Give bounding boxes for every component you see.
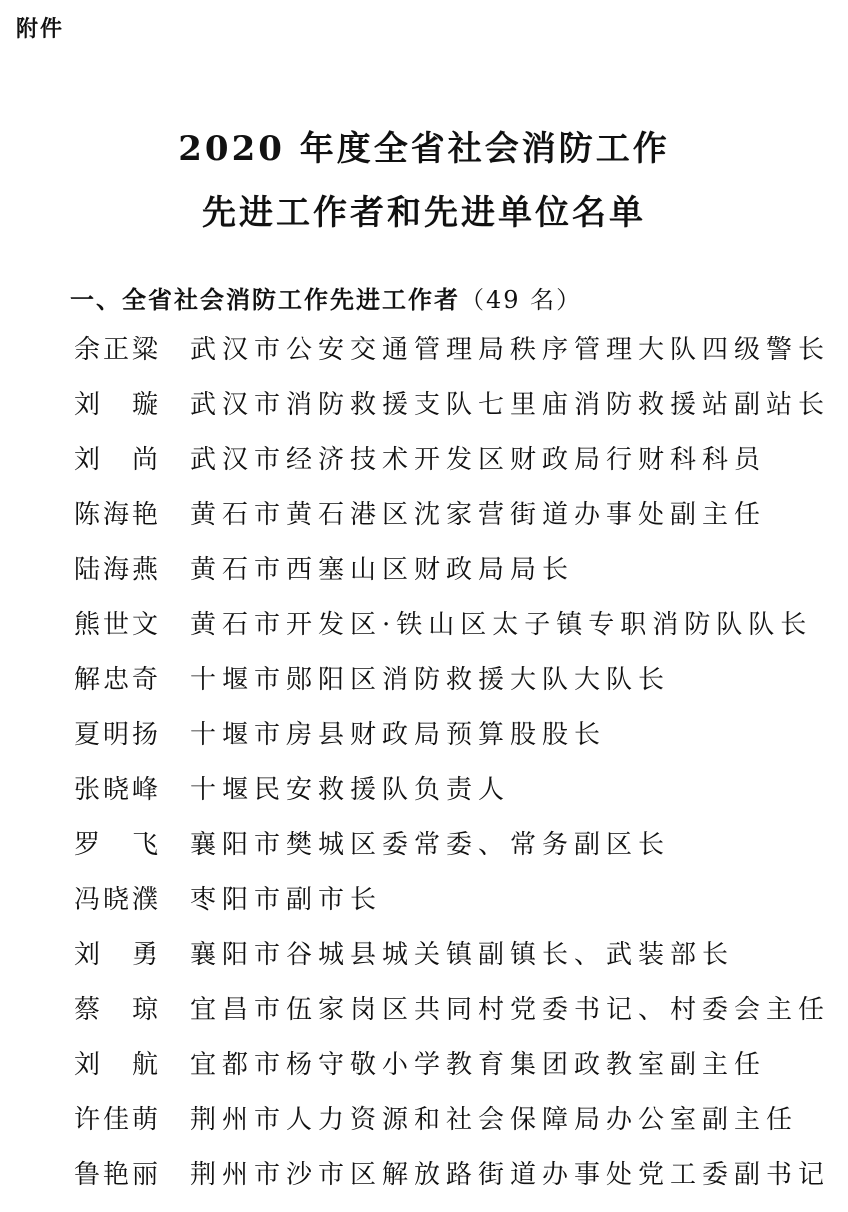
worker-name: 陈海艳 [74,500,162,530]
list-item [74,385,831,440]
worker-name: 夏明扬 [74,720,162,750]
document-title-line-2: 先进工作者和先进单位名单 [202,193,646,233]
worker-name: 鲁艳丽 [74,1160,162,1190]
list-item [74,495,814,550]
list-item [74,825,814,880]
worker-position: 枣阳市副市长 [190,885,383,915]
worker-name: 罗 飞 [74,830,162,860]
worker-name: 熊世文 [74,610,162,640]
list-item [74,440,814,495]
worker-position: 宜都市杨守敬小学教育集团政教室副主任 [190,1050,767,1080]
worker-position: 十堰市房县财政局预算股股长 [190,720,607,750]
worker-position: 黄石市西塞山区财政局局长 [190,555,575,585]
worker-name: 刘 勇 [74,940,162,970]
list-item [74,1045,814,1100]
worker-position: 襄阳市樊城区委常委、常务副区长 [190,830,671,860]
list-item [74,880,814,935]
section-heading [70,280,582,315]
worker-name: 冯晓濮 [74,885,162,915]
worker-position: 黄石市黄石港区沈家营街道办事处副主任 [190,500,767,530]
list-item [74,660,814,715]
worker-name: 解忠奇 [74,665,162,695]
worker-name: 陆海燕 [74,555,162,585]
worker-name: 刘 航 [74,1050,162,1080]
worker-position: 十堰市郧阳区消防救援大队大队长 [190,665,671,695]
worker-position: 武汉市经济技术开发区财政局行财科科员 [190,445,767,475]
worker-position: 武汉市公安交通管理局秩序管理大队四级警长 [190,335,831,365]
list-item [74,935,814,990]
worker-position: 荆州市沙市区解放路街道办事处党工委副书记 [190,1160,831,1190]
worker-position: 武汉市消防救援支队七里庙消防救援站副站长 [190,390,831,420]
worker-position: 宜昌市伍家岗区共同村党委书记、村委会主任 [190,995,831,1025]
list-item [74,715,814,770]
list-item [74,770,814,825]
document-title-line-1: 2020 年度全省社会消防工作 [178,129,670,169]
worker-name: 刘 尚 [74,445,162,475]
worker-name: 蔡 琼 [74,995,162,1025]
list-item [74,1155,831,1210]
worker-name: 许佳萌 [74,1105,162,1135]
worker-name: 余正粱 [74,335,162,365]
worker-position: 黄石市开发区·铁山区太子镇专职消防队队长 [190,610,813,640]
list-item [74,1100,814,1155]
section-count: （49 名） [460,286,583,314]
section-heading-text: 一、全省社会消防工作先进工作者 [70,286,460,314]
worker-position: 荆州市人力资源和社会保障局办公室副主任 [190,1105,799,1135]
worker-name: 张晓峰 [74,775,162,805]
worker-position: 十堰民安救援队负责人 [190,775,511,805]
worker-position: 襄阳市谷城县城关镇副镇长、武装部长 [190,940,735,970]
attachment-label: 附件 [16,17,65,42]
worker-name: 刘 璇 [74,390,162,420]
list-item [74,330,831,385]
list-item [74,990,831,1045]
worker-list [74,330,831,1210]
list-item [74,550,814,605]
list-item [74,605,814,660]
